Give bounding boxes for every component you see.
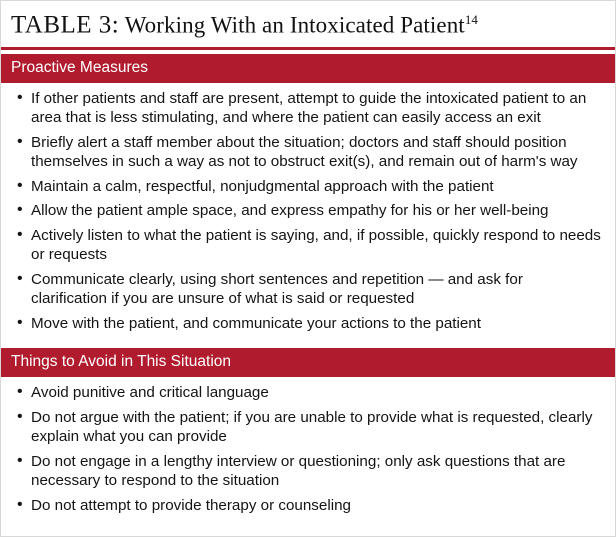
things-to-avoid-list: [15, 383, 601, 515]
section-spacer: [1, 342, 615, 344]
list-item: • Do not argue with the patient; if you are unable to provide what is requested, clearly explain what you can provide: [15, 408, 601, 447]
proactive-measures-list: [15, 89, 601, 334]
footnote-marker: 14: [464, 12, 479, 27]
section-body-proactive-measures: [1, 83, 615, 343]
section-heading-proactive-measures: Proactive Measures: [1, 54, 615, 83]
page-title: [11, 7, 605, 39]
section-heading-things-to-avoid: Things to Avoid in This Situation: [1, 348, 615, 377]
list-item: • Do not attempt to provide therapy or counseling: [15, 496, 601, 516]
list-item: • Communicate clearly, using short sentences and repetition — and ask for clarification if you are unsure of what is said or requested: [15, 270, 601, 309]
list-item: • Allow the patient ample space, and express empathy for his or her well-being: [15, 201, 601, 221]
list-item: • Move with the patient, and communicate your actions to the patient: [15, 314, 601, 334]
table-number-label: TABLE 3:: [11, 11, 120, 39]
list-item: • Do not engage in a lengthy interview or questioning; only ask questions that are necessary to respond to the situation: [15, 452, 601, 491]
section-body-things-to-avoid: [1, 377, 615, 524]
list-item: • Briefly alert a staff member about the situation; doctors and staff should position themselves in such a way as not to obstruct exit(s), and remain out of harm's way: [15, 133, 601, 172]
table-title-text: Working With an Intoxicated Patient: [124, 12, 465, 38]
list-item: • Avoid punitive and critical language: [15, 383, 601, 403]
list-item: • Actively listen to what the patient is saying, and, if possible, quickly respond to needs or requests: [15, 226, 601, 265]
list-item: • If other patients and staff are present, attempt to guide the intoxicated patient to an area that is less stimulating, and where the patient can easily access an exit: [15, 89, 601, 128]
table-title-bar: [1, 1, 615, 50]
list-item: • Maintain a calm, respectful, nonjudgmental approach with the patient: [15, 177, 601, 197]
